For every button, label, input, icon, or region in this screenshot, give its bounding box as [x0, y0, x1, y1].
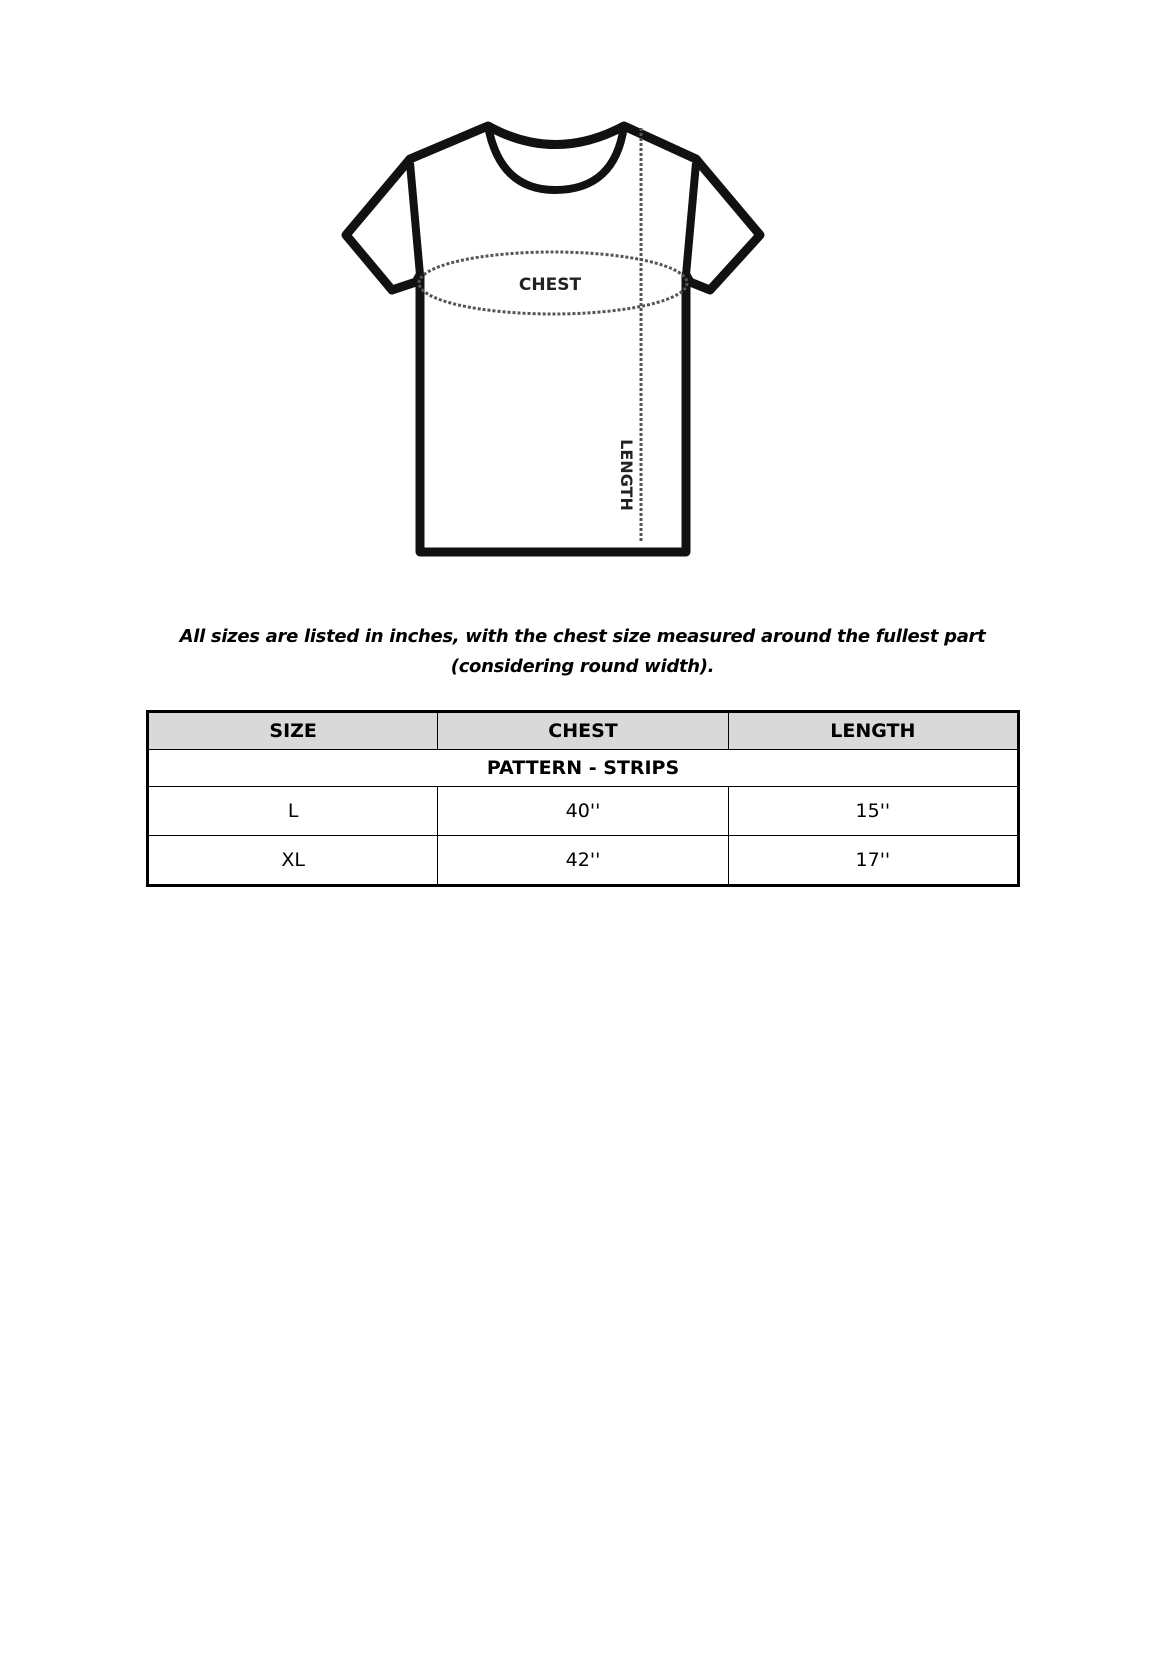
tshirt-outline-icon [340, 115, 780, 565]
tshirt-diagram [340, 115, 780, 565]
table-header-row [148, 712, 1019, 750]
header-size: SIZE [148, 712, 438, 750]
size-cell: L [148, 787, 438, 836]
length-cell: 15'' [728, 787, 1018, 836]
header-chest: CHEST [438, 712, 728, 750]
table-row [148, 787, 1019, 836]
table-row [148, 836, 1019, 886]
left-sleeve-seam [410, 163, 420, 275]
pattern-label: PATTERN - STRIPS [148, 750, 1019, 787]
size-cell: XL [148, 836, 438, 886]
length-cell: 17'' [728, 836, 1018, 886]
header-length: LENGTH [728, 712, 1018, 750]
length-label: LENGTH [617, 439, 636, 511]
chest-label: CHEST [518, 275, 582, 295]
chest-cell: 42'' [438, 836, 728, 886]
note-line-2: (considering round width). [450, 656, 715, 677]
right-sleeve-seam [686, 163, 696, 275]
measurement-note [150, 622, 1015, 682]
size-chart-table [146, 710, 1020, 887]
chest-cell: 40'' [438, 787, 728, 836]
pattern-row [148, 750, 1019, 787]
note-line-1: All sizes are listed in inches, with the chest size measured around the fullest part [179, 626, 986, 647]
